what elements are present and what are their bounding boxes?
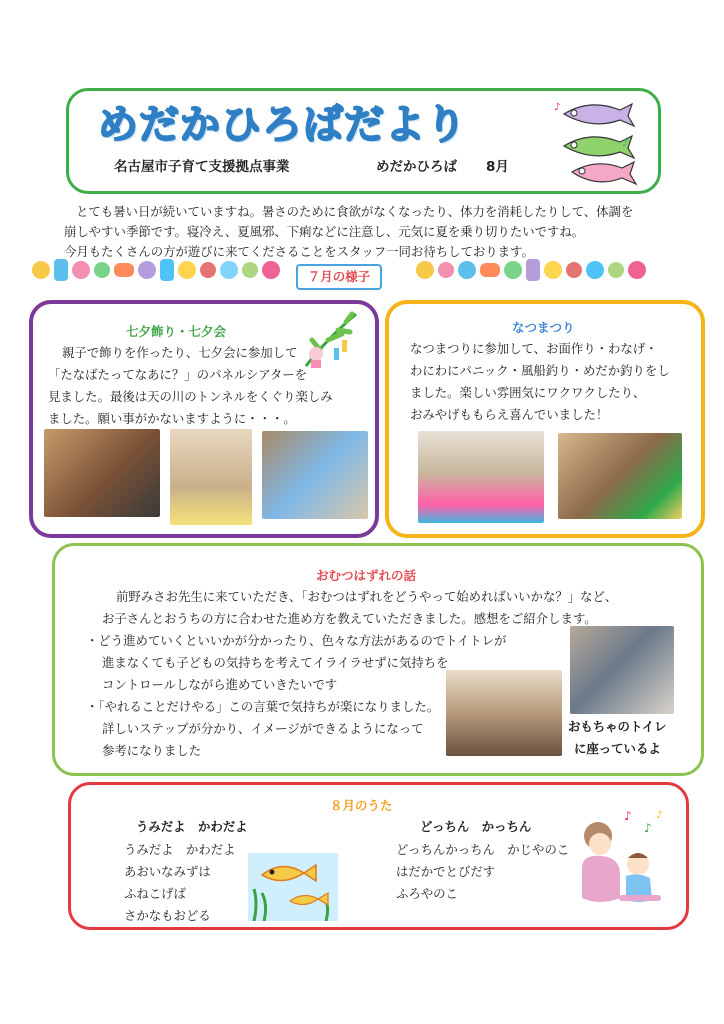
omutsu-line-5: コントロールしながら進めていきたいです [102, 677, 338, 692]
omutsu-line-8: 参考になりました [102, 743, 202, 758]
song1-title: うみだよ かわだよ [136, 819, 248, 834]
tanabata-line-4: ました。願い事がかないますように・・・。 [48, 411, 296, 426]
song1-line-3: ふねこげば [124, 886, 186, 901]
song1-line-1: うみだよ かわだよ [124, 842, 236, 857]
omutsu-line-6: ・「やれることだけやる」この言葉で気持ちが楽になりました。 [86, 699, 440, 714]
natsumatsuri-photo-pool [418, 431, 544, 523]
photo-caption-line-2: に座っているよ [574, 741, 661, 756]
grandma-baby-illustration [574, 806, 670, 912]
omutsu-photo-toy-toilet [570, 626, 674, 714]
natsumatsuri-title: なつまつり [512, 320, 575, 335]
svg-text:♪: ♪ [656, 810, 663, 821]
tanabata-photo-child [170, 429, 252, 525]
festival-bunting-right [416, 259, 650, 295]
natsumatsuri-photo-game [558, 433, 682, 519]
omutsu-title: おむつはずれの話 [316, 568, 417, 583]
intro-line-3: 今月もたくさんの方が遊びに来てくださることをスタッフ一同お待ちしております。 [64, 244, 534, 259]
song1-line-2: あおいなみずは [124, 864, 211, 879]
song2-line-3: ふろやのこ [396, 886, 458, 901]
svg-text:♪: ♪ [554, 102, 561, 113]
festival-bunting-left [32, 259, 284, 295]
tanabata-line-1: 親子で飾りを作ったり、七夕会に参加して [62, 345, 298, 360]
tanabata-title: 七夕飾り・七夕会 [126, 324, 227, 339]
omutsu-line-3: ・どう進めていくといいかが分かったり、色々な方法があるのでトイトレが [86, 633, 507, 648]
omutsu-line-4: 進まなくても子どもの気持ちを考えてイライラせずに気持ちを [102, 655, 449, 670]
natsumatsuri-line-1: なつまつりに参加して、お面作り・わなげ・ [410, 341, 658, 356]
omutsu-photo-lecture [446, 670, 562, 756]
bamboo-tanabata-illustration [298, 310, 360, 368]
svg-text:♪: ♪ [622, 138, 629, 149]
svg-text:♪: ♪ [644, 821, 652, 835]
omutsu-line-1: 前野みさお先生に来ていただき、「おむつはずれをどうやって始めればいいかな？」など、 [116, 589, 618, 604]
song2-line-2: はだかでとびだす [396, 864, 496, 879]
song2-title: どっちん かっちん [420, 819, 532, 834]
omutsu-line-7: 詳しいステップが分かり、イメージができるようになって [102, 721, 424, 736]
tanabata-line-2: 「たなばたってなあに？」のパネルシアターを [48, 367, 308, 382]
july-section-heading: ７月の様子 [296, 264, 382, 290]
organization-label: 名古屋市子育て支援拠点事業 [114, 159, 290, 175]
tanabata-photo-tunnel [262, 431, 368, 519]
natsumatsuri-line-4: おみやげももらえ喜んでいました！ [410, 407, 609, 422]
newsletter-title: めだかひろばだより [98, 102, 467, 148]
omutsu-line-2: お子さんとおうちの方に合わせた進め方を教えていただきました。感想をご紹介します。 [102, 611, 597, 626]
song-section-title: ８月のうた [330, 798, 393, 813]
koinobori-fish-illustration [550, 96, 640, 188]
photo-caption-line-1: おもちゃのトイレ [568, 719, 667, 734]
tanabata-line-3: 見ました。最後は天の川のトンネルをくぐり楽しみ [48, 389, 333, 404]
natsumatsuri-line-2: わにわにパニック・風船釣り・めだか釣りをし [410, 363, 670, 378]
song1-line-4: さかなもおどる [124, 908, 211, 923]
tanabata-photo-crafting [44, 429, 160, 517]
fish-illustration [248, 853, 338, 921]
song2-line-1: どっちんかっちん かじやのこ [396, 842, 570, 857]
intro-line-2: 崩しやすい季節です。寝冷え、夏風邪、下痢などに注意し、元気に夏を乗り切りたいですね。 [64, 224, 585, 239]
svg-text:♪: ♪ [624, 809, 632, 823]
facility-label: めだかひろば [376, 159, 457, 175]
month-label: 8月 [486, 159, 509, 175]
natsumatsuri-line-3: ました。楽しい雰囲気にワクワクしたり、 [410, 385, 646, 400]
intro-line-1: とても暑い日が続いていますね。暑さのために食欲がなくなったり、体力を消耗したりして、体調を [76, 204, 634, 219]
